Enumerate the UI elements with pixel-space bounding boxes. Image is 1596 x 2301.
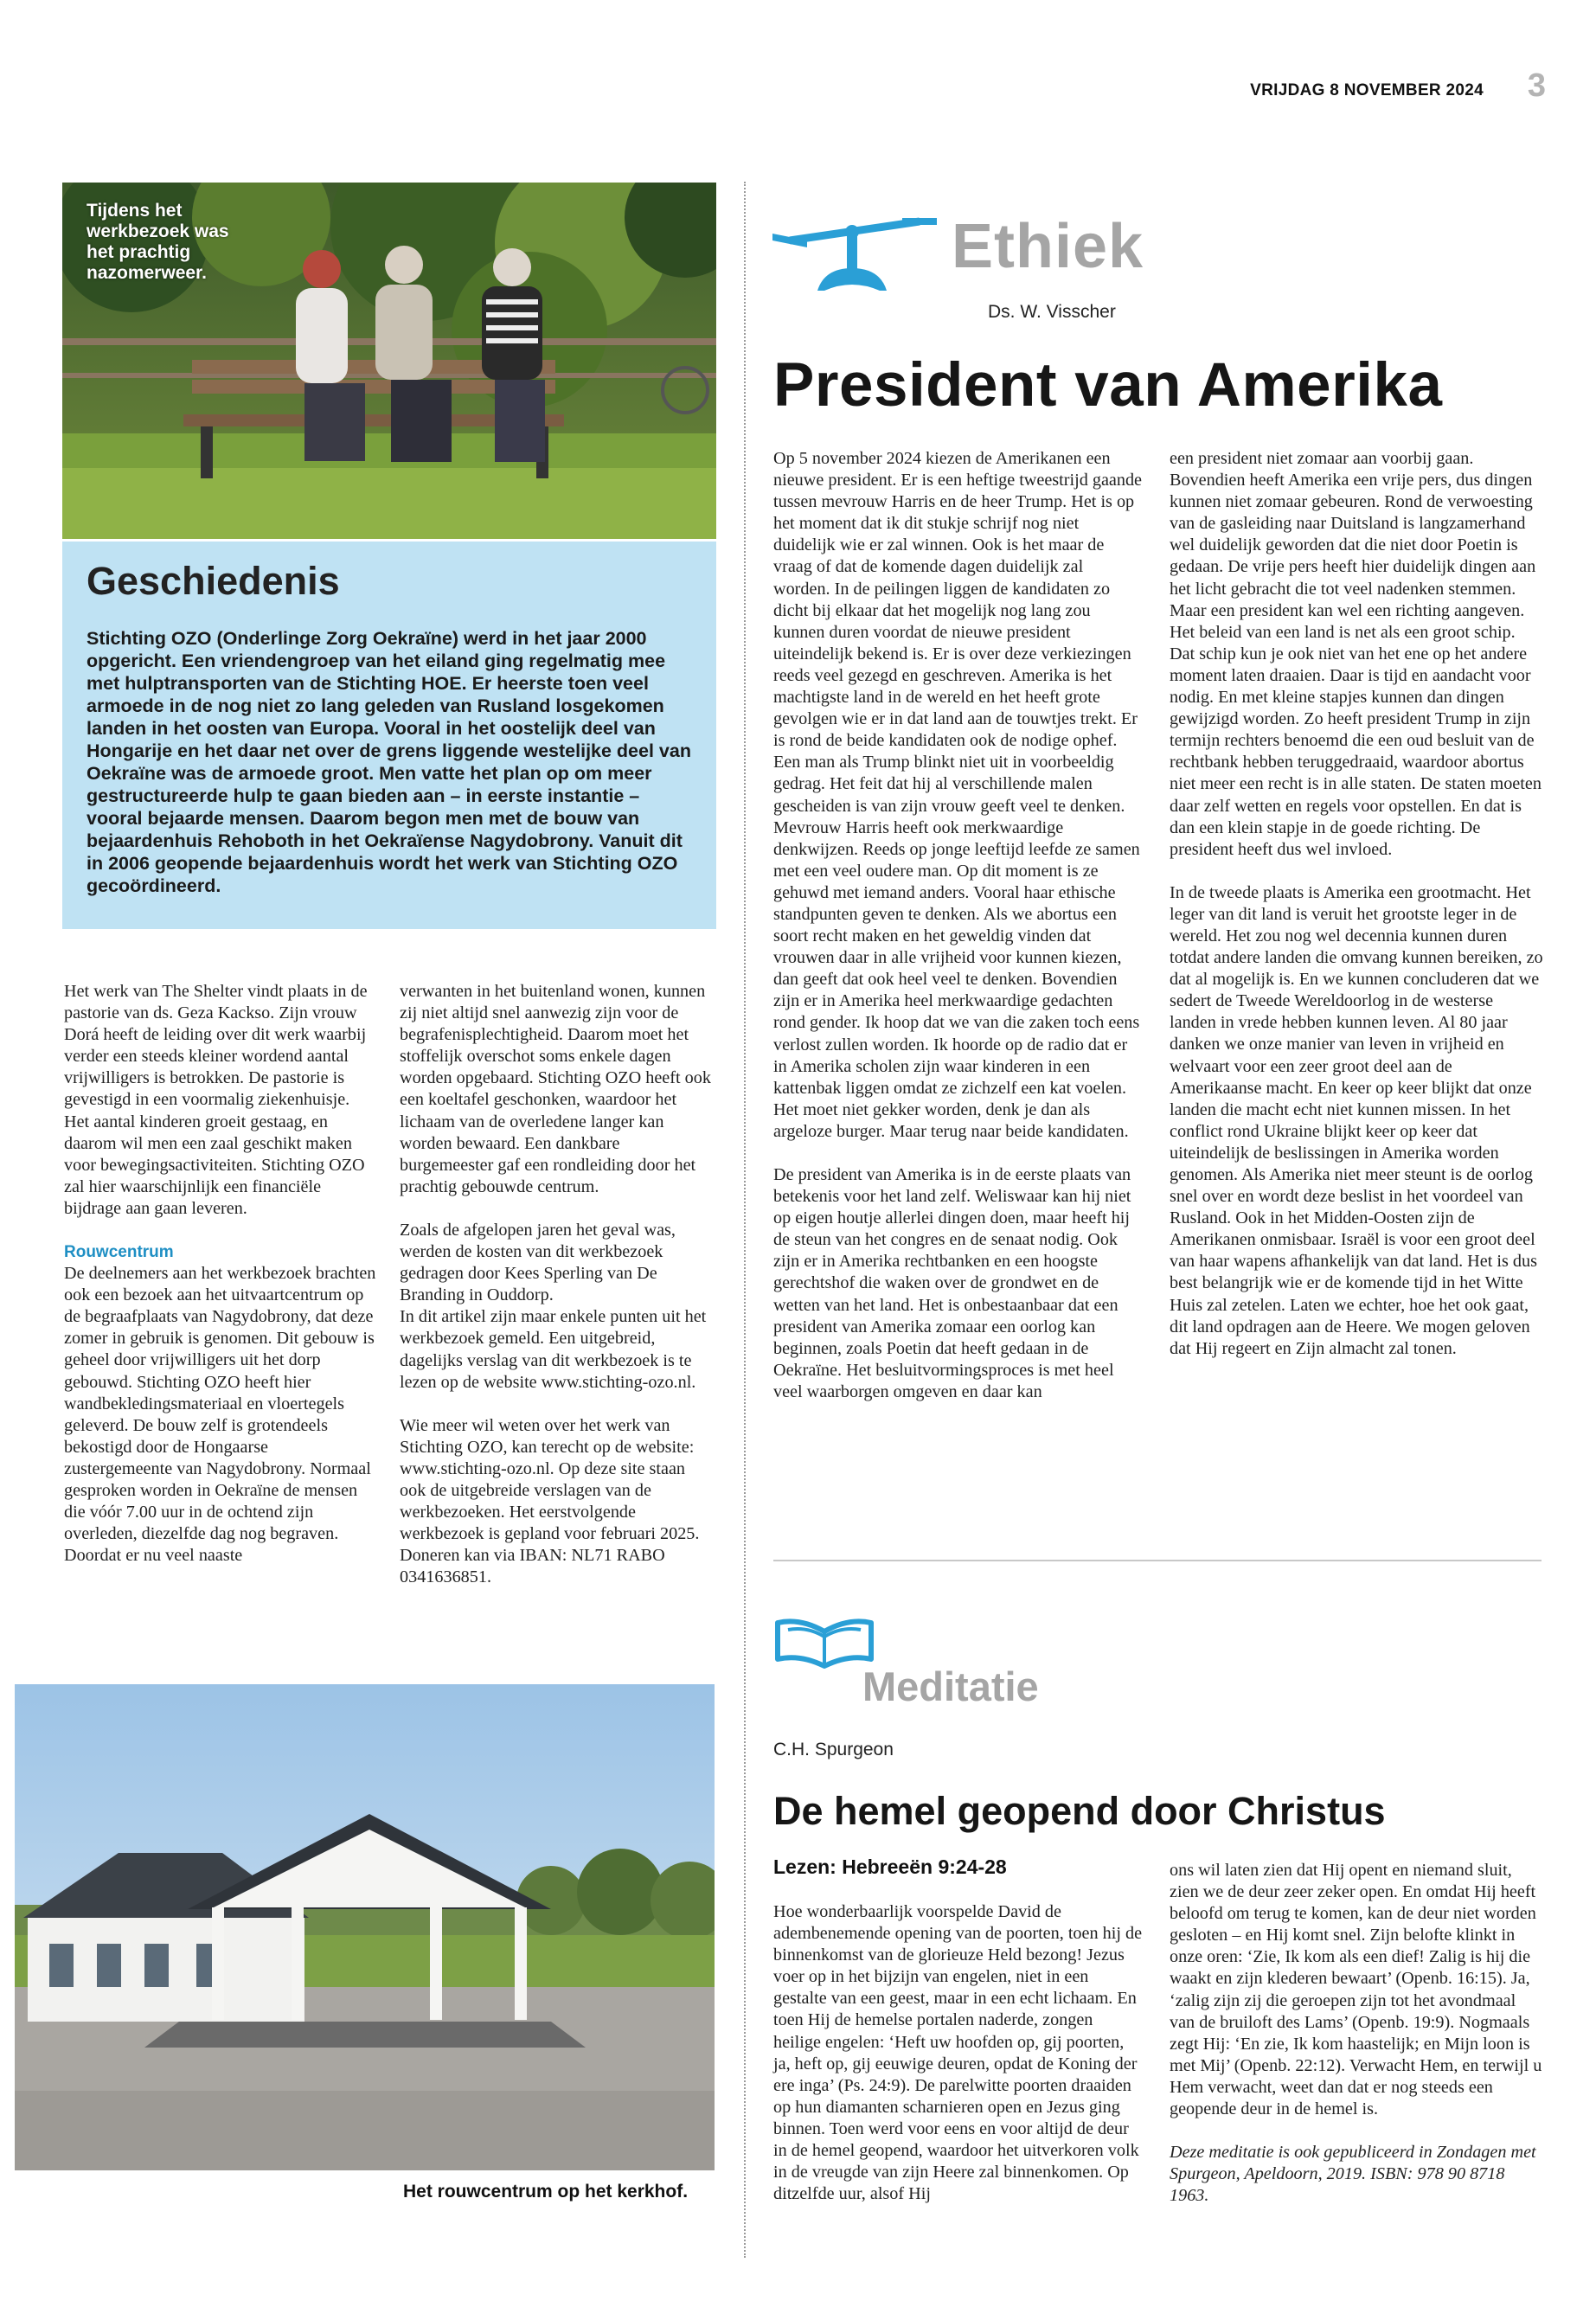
section-label-ethics: Ethiek (952, 212, 1144, 281)
article-paragraph: De deelnemers aan het werkbezoek brachten ook een bezoek aan het uitvaartcentrum op de begraafplaats van Nagydobrony, dat deze zomer in gebruik is genomen. Dit gebouw is geheel door vrijwilligers uit het dorp gebouwd. Stichting OZO heeft hier wandbekledingsmateriaal en vloertegels geleverd. De bouw zelf is grotendeels bekostigd door de Hongaarse zustergemeente van Nagydobrony. Normaal gesproken worden in Oekraïne de mensen die vóór 7.00 uur in de ochtend zijn overleden, diezelfde dag nog begraven. Doordat er nu veel naaste (64, 1264, 376, 1566)
history-text: Stichting OZO (Onderlinge Zorg Oekraïne) werd in het jaar 2000 opgericht. Een vriendengroep van het eiland ging regelmatig mee met hulptransporten van de Stichting HOE. Er heerste toen veel armoede in de nog niet zo lang geleden van Rusland losgekomen landen in het oosten van Europa. Vooral in het oostelijk deel van Hongarije en het daar net over de grens liggende westelijke deel van Oekraïne was de armoede groot. Men vatte het plan op om meer gestructureerde hulp te gaan bieden aan – in eerste instantie – vooral bejaarde mensen. Daarom begon men met de bouw van bejaardenhuis Rehoboth in het Oekraïense Nagydobrony. Vanuit dit in 2006 geopende bejaardenhuis wordt het werk van Stichting OZO gecoördineerd. (87, 628, 691, 896)
page-number: 3 (1527, 67, 1546, 104)
photo-funeral-center-caption: Het rouwcentrum op het kerkhof. (403, 2182, 689, 2202)
column-divider (744, 182, 746, 2258)
article-paragraph: Hoe wonderbaarlijk voorspelde David de adembenemende opening van de poorten, toen hij de binnenkomst van de glorieuze Held bezong! Jezus voer op in het bijzijn van engelen, niet in een gestalte van een geest, maar in een echt lichaam. En toen Hij de hemelse portalen naderde, zongen heilige engelen: ‘Heft uw hoofden op, gij poorten, ja, heft op, gij eeuwige deuren, opdat de Koning der ere inga’ (Ps. 24:9). De parelwitte poorten draaiden op hun diamanten scharnieren open en Jezus ging binnen. Toen werd voor eens en voor altijd de deur in de hemel geopend, waardoor het uitverkoren volk in de vreugde van zijn Heere zal binnenkomen. Op ditzelfde uur, alsof Hij (773, 1902, 1143, 2204)
subhead-rouwcentrum: Rouwcentrum (64, 1243, 174, 1262)
section-divider (773, 1560, 1542, 1561)
meditation-column-2 (1170, 1860, 1543, 2207)
article-paragraph: ons wil laten zien dat Hij opent en niemand sluit, zien we de deur zeer zeker open. En omdat Hij heeft beloofd om terug te komen, kan de deur niet worden gesloten – en Hij komt snel. Zijn belofte klinkt in onze oren: ‘Zie, Ik kom als een dief! Zalig is hij die waakt en zijn klederen bewaart’ (Openb. 16:15). Ja, ‘zalig zijn zij die geroepen zijn tot het avondmaal van de bruiloft des Lams’ (Openb. 19:9). Nogmaals zegt Hij: ‘En zie, Ik kom haastelijk; en Mijn loon is met Mij’ (Openb. 22:12). Verwacht Hem, en terwijl u Hem verwacht, weet dan dat er nog steeds een geopende deur in de hemel is. (1170, 1861, 1542, 2119)
article-paragraph: een president niet zomaar aan voorbij gaan. Bovendien heeft Amerika een vrije pers, dus dingen kunnen niet zomaar gebeuren. Rond de verwoesting van de gasleiding naar Duitsland is langzamerhand wel duidelijk geworden dat die niet door Poetin is gedaan. De vrije pers heeft hier duidelijk dingen aan het licht gebracht die tot veel nadenken stemmen. Maar een president kan wel een richting aangeven. Het beleid van een land is net als een groot schip. Dat schip kun je ook niet van het ene op het andere moment laten draaien. Daar is tijd en aandacht voor nodig. En met kleine stapjes kunnen dan dingen gewijzigd worden. Zo heeft president Trump in zijn termijn rechters benoemd die een oud besluit van de rechtbank hebben teruggedraaid, waardoor abortus niet meer een recht is in alle staten. De staten moeten daar zelf wetten en regels voor opstellen. En dat is dan een klein stapje in de goede richting. De president heeft dus wel invloed. (1170, 449, 1542, 859)
article-paragraph: verwanten in het buitenland wonen, kunnen zij niet altijd snel aanwezig zijn voor de begrafenisplechtigheid. Daarom moet het stoffelijk overschot soms enkele dagen worden opgebaard. Stichting OZO heeft ook een koeltafel geschonken, waardoor het lichaam van de overledene langer kan worden bewaard. Een dankbare burgemeester gaf een rondleiding door het prachtig gebouwde centrum. (400, 982, 711, 1196)
photo-bench-caption: Tijdens het werkbezoek was het prachtig nazomerweer. (87, 201, 229, 283)
scale-balance-icon (772, 215, 937, 292)
ethics-author: Ds. W. Visscher (988, 302, 1116, 322)
article-paragraph: De president van Amerika is in de eerste plaats van betekenis voor het land zelf. Weliswaar kan hij niet op eigen houtje allerlei dingen doen, maar heeft hij de steun van het congres en de senaat nodig. Ook zijn er in Amerika rechtbanken en een hoogste gerechtshof die waken over de grondwet en de wetten van het land. Het is onbestaanbaar dat een president van Amerika zomaar een oorlog kan beginnen, zoals Poetin dat heeft gedaan in de Oekraïne. Het besluitvormingsproces is met heel veel waarborgen omgeven en daar kan (773, 1165, 1131, 1401)
ethics-column-1 (773, 448, 1144, 1403)
meditation-publication-note: Deze meditatie is ook gepubliceerd in Zondagen met Spurgeon, Apeldoorn, 2019. ISBN: 978 90 8718 1963. (1170, 2143, 1536, 2206)
history-title: Geschiedenis (87, 559, 340, 603)
section-label-meditation: Meditatie (862, 1663, 1039, 1709)
article-paragraph: Zoals de afgelopen jaren het geval was, werden de kosten van dit werkbezoek gedragen door Kees Sperling van De Branding in Ouddorp. (400, 1220, 676, 1305)
header-date: VRIJDAG 8 NOVEMBER 2024 (1250, 81, 1484, 99)
meditation-author: C.H. Spurgeon (773, 1740, 894, 1759)
meditation-column-1 (773, 1901, 1144, 2205)
article-column-1 (64, 981, 379, 1567)
article-paragraph: Op 5 november 2024 kiezen de Amerikanen een nieuwe president. Er is een heftige tweestrijd gaande tussen mevrouw Harris en de heer Trump. Het is op het moment dat ik dit stukje schrijf nog niet duidelijk wie er zal winnen. Ook is het maar de vraag of dat de komende dagen duidelijk zal worden. In de peilingen liggen de kandidaten zo dicht bij elkaar dat het mogelijk nog lang zou kunnen duren voordat de nieuwe president uiteindelijk bekend is. Er is over deze verkiezingen reeds veel gezegd en geschreven. Amerika is het machtigste land in de wereld en het heeft grote gevolgen wie er in dat land aan de touwtjes trekt. Er is rond de beide kandidaten ook de nodige ophef. Een man als Trump blinkt niet uit in voorbeeldig gedrag. Het feit dat hij al verschillende malen gescheiden is van zijn vrouw geeft veel te denken. Mevrouw Harris heeft ook merkwaardige denkwijzen. Reeds op jonge leeftijd leefde ze samen met een veel oudere man. Op dit moment is ze gehuwd met iemand anders. Vooral haar ethische standpunten geven te denken. Als we abortus een soort recht maken en het geweldig vinden dat vrouwen daar in alle vrijheid voor kunnen kiezen, dan geeft dat ook heel veel te denken. Bovendien zijn er in Amerika heel merkwaardige gedachten rond gender. Ik hoop dat we van die zaken toch eens verlost zullen worden. Ik hoorde op de radio dat er in Amerika scholen zijn waar kinderen in een kattenbak liggen omdat ze zichzelf een kat voelen. Het moet niet gekker worden, denk je dan als argeloze burger. Maar terug naar beide kandidaten. (773, 449, 1143, 1141)
meditation-reading: Lezen: Hebreeën 9:24-28 (773, 1856, 1007, 1878)
article-paragraph: In dit artikel zijn maar enkele punten uit het werkbezoek gemeld. Een uitgebreid, dagelijks verslag van dit werkbezoek is te lezen op de website www.stichting-ozo.nl. (400, 1307, 707, 1392)
photo-funeral-center (15, 1684, 715, 2170)
open-book-icon (772, 1614, 876, 1675)
article-paragraph: Wie meer wil weten over het werk van Stichting OZO, kan terecht op de website: www.stichting-ozo.nl. Op deze site staan ook de uitgebreide verslagen van de werkbezoeken. Het eerstvolgende werkbezoek is gepland voor februari 2025. Doneren kan via IBAN: NL71 RABO 0341636851. (400, 1415, 700, 1587)
ethics-column-2 (1170, 448, 1543, 1360)
meditation-headline: De hemel geopend door Christus (773, 1789, 1386, 1833)
article-column-2 (400, 981, 711, 1588)
article-paragraph: Het werk van The Shelter vindt plaats in de pastorie van ds. Geza Kackso. Zijn vrouw Dorá heeft de leiding over dit werk waarbij verder een steeds kleiner wordend aantal vrijwilligers is betrokken. De pastorie is gevestigd in een voormalig ziekenhuisje. Het aantal kinderen groeit gestaag, en daarom wil men een zaal geschikt maken voor bewegingsactiviteiten. Stichting OZO zal hier waarschijnlijk een financiële bijdrage aan gaan leveren. (64, 982, 368, 1218)
article-paragraph: In de tweede plaats is Amerika een grootmacht. Het leger van dit land is veruit het grootste leger in de wereld. Het zou nog wel decennia kunnen duren totdat andere landen die omvang kunnen bereiken, zo dat al mogelijk is. En we kunnen concluderen dat we sedert de Tweede Wereldoorlog in de westerse landen in vrede hebben kunnen leven. Al 80 jaar danken we onze manier van leven in vrijheid en welvaart voor een zeer groot deel aan de Amerikaanse macht. En keer op keer blijkt dat onze landen die macht echt niet kunnen missen. In het conflict rond Ukraine blijkt keer op keer dat uiteindelijk de beslissingen in Amerika worden genomen. Als Amerika niet meer steunt is de oorlog snel over en wordt deze beslist in het voordeel van Rusland. Ook in het Midden-Oosten zijn de Amerikanen onmisbaar. Israël is voor een groot deel van haar wapens afhankelijk van dat land. Het is dus best belangrijk wie er de komende tijd in het Witte Huis zal zetelen. Laten we echter, hoe het ook gaat, dit land opdragen aan de Heere. We mogen geloven dat Hij regeert en Zijn almacht zal tonen. (1170, 882, 1543, 1358)
ethics-headline: President van Amerika (773, 351, 1443, 420)
